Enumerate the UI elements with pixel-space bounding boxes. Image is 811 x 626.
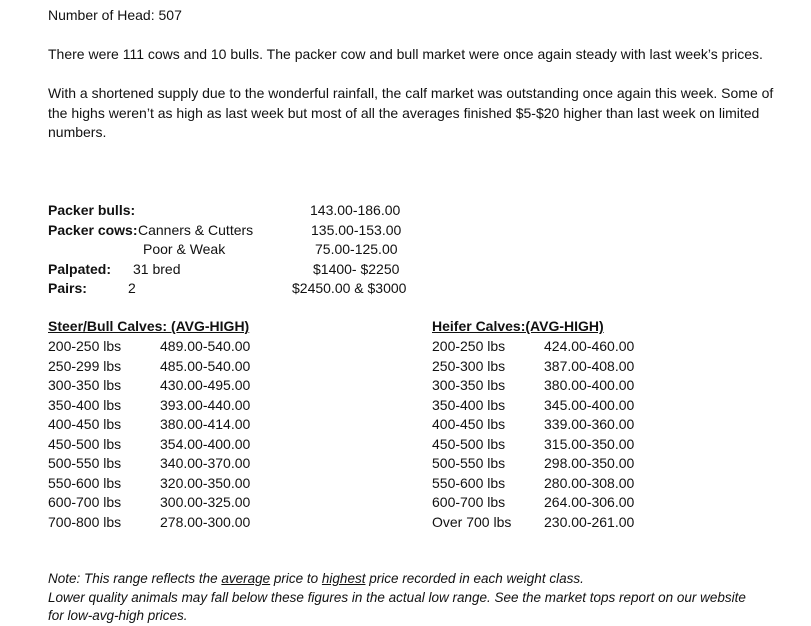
heifers-row-weight: 250-300 lbs bbox=[432, 357, 506, 374]
heifers-row-weight: 600-700 lbs bbox=[432, 494, 506, 510]
heifers-row-weight: 350-400 lbs bbox=[432, 396, 506, 413]
steers-row-weight: 450-500 lbs bbox=[48, 435, 122, 452]
note-line-2: Lower quality animals may fall below these figures in the actual low range. See the market tops report on our website bbox=[48, 590, 746, 605]
pairs-label: Pairs: bbox=[48, 280, 87, 296]
heifers-row-weight: Over 700 lbs bbox=[432, 513, 512, 530]
heifer-table-heading: Heifer Calves:(AVG-HIGH) bbox=[432, 318, 604, 334]
pairs-value: 2 bbox=[128, 280, 136, 296]
steers-row-price: 489.00-540.00 bbox=[160, 338, 251, 354]
heifers-row-price: 315.00-350.00 bbox=[544, 435, 635, 452]
steers-row-weight: 500-550 lbs bbox=[48, 455, 122, 471]
steers-row-weight: 250-299 lbs bbox=[48, 357, 122, 374]
summary-paragraph-2: With a shortened supply due to the wonderful rainfall, the calf market was outstanding once again this week. Some of the highs weren’t as high as last week but most of all the averages finished $5-$20 higher than last week on limited numbers. bbox=[48, 85, 774, 140]
steers-row-price: 430.00-495.00 bbox=[160, 377, 251, 393]
note-line-3: for low-avg-high prices. bbox=[48, 608, 188, 623]
palpated-label: Palpated: bbox=[48, 260, 112, 277]
heifers-row-price: 280.00-308.00 bbox=[544, 474, 635, 491]
head-count-line: Number of Head: 507 bbox=[48, 7, 182, 23]
heifers-row-weight: 450-500 lbs bbox=[432, 435, 506, 452]
steers-row-price: 340.00-370.00 bbox=[160, 455, 251, 471]
note-line-1: Note: This range reflects the average price to highest price recorded in each weight class. bbox=[48, 571, 584, 586]
steers-row-weight: 700-800 lbs bbox=[48, 513, 122, 530]
heifers-row-weight: 500-550 lbs bbox=[432, 455, 506, 471]
heifers-row-price: 380.00-400.00 bbox=[544, 377, 635, 393]
steers-row-price: 485.00-540.00 bbox=[160, 357, 251, 374]
heifers-row-weight: 300-350 lbs bbox=[432, 377, 506, 393]
packer-cows-class-poor: Poor & Weak bbox=[143, 241, 226, 257]
steers-row-weight: 400-450 lbs bbox=[48, 416, 122, 432]
packer-bulls-label: Packer bulls: bbox=[48, 202, 136, 218]
heifers-row-price: 387.00-408.00 bbox=[544, 357, 635, 374]
pairs-price: $2450.00 & $3000 bbox=[292, 280, 407, 296]
heifers-row-price: 345.00-400.00 bbox=[544, 396, 635, 413]
packer-bulls-price: 143.00-186.00 bbox=[310, 202, 401, 218]
steers-row-weight: 300-350 lbs bbox=[48, 377, 122, 393]
steers-row-price: 300.00-325.00 bbox=[160, 494, 251, 510]
palpated-value: 31 bred bbox=[133, 260, 181, 277]
heifers-row-price: 339.00-360.00 bbox=[544, 416, 635, 432]
packer-cows-class-canners: Canners & Cutters bbox=[138, 221, 254, 238]
steers-row-weight: 550-600 lbs bbox=[48, 474, 122, 491]
steers-row-price: 354.00-400.00 bbox=[160, 435, 251, 452]
heifers-row-price: 424.00-460.00 bbox=[544, 338, 635, 354]
palpated-price: $1400- $2250 bbox=[313, 260, 400, 277]
steers-row-weight: 200-250 lbs bbox=[48, 338, 122, 354]
steers-row-price: 393.00-440.00 bbox=[160, 396, 251, 413]
heifers-row-weight: 400-450 lbs bbox=[432, 416, 506, 432]
summary-paragraph-1: There were 111 cows and 10 bulls. The packer cow and bull market were once again steady with last week’s prices. bbox=[48, 46, 763, 62]
heifers-row-price: 298.00-350.00 bbox=[544, 455, 635, 471]
heifers-row-weight: 200-250 lbs bbox=[432, 338, 506, 354]
packer-cows-label: Packer cows: bbox=[48, 221, 138, 238]
steers-row-price: 320.00-350.00 bbox=[160, 474, 251, 491]
steer-table-heading: Steer/Bull Calves: (AVG-HIGH) bbox=[48, 318, 250, 334]
packer-cows-price-canners: 135.00-153.00 bbox=[311, 221, 402, 238]
steers-row-price: 278.00-300.00 bbox=[160, 513, 251, 530]
heifers-row-weight: 550-600 lbs bbox=[432, 474, 506, 491]
heifers-row-price: 230.00-261.00 bbox=[544, 513, 635, 530]
steers-row-price: 380.00-414.00 bbox=[160, 416, 251, 432]
steers-row-weight: 600-700 lbs bbox=[48, 494, 122, 510]
heifers-row-price: 264.00-306.00 bbox=[544, 494, 635, 510]
steers-row-weight: 350-400 lbs bbox=[48, 396, 122, 413]
packer-cows-price-poor: 75.00-125.00 bbox=[315, 241, 398, 257]
